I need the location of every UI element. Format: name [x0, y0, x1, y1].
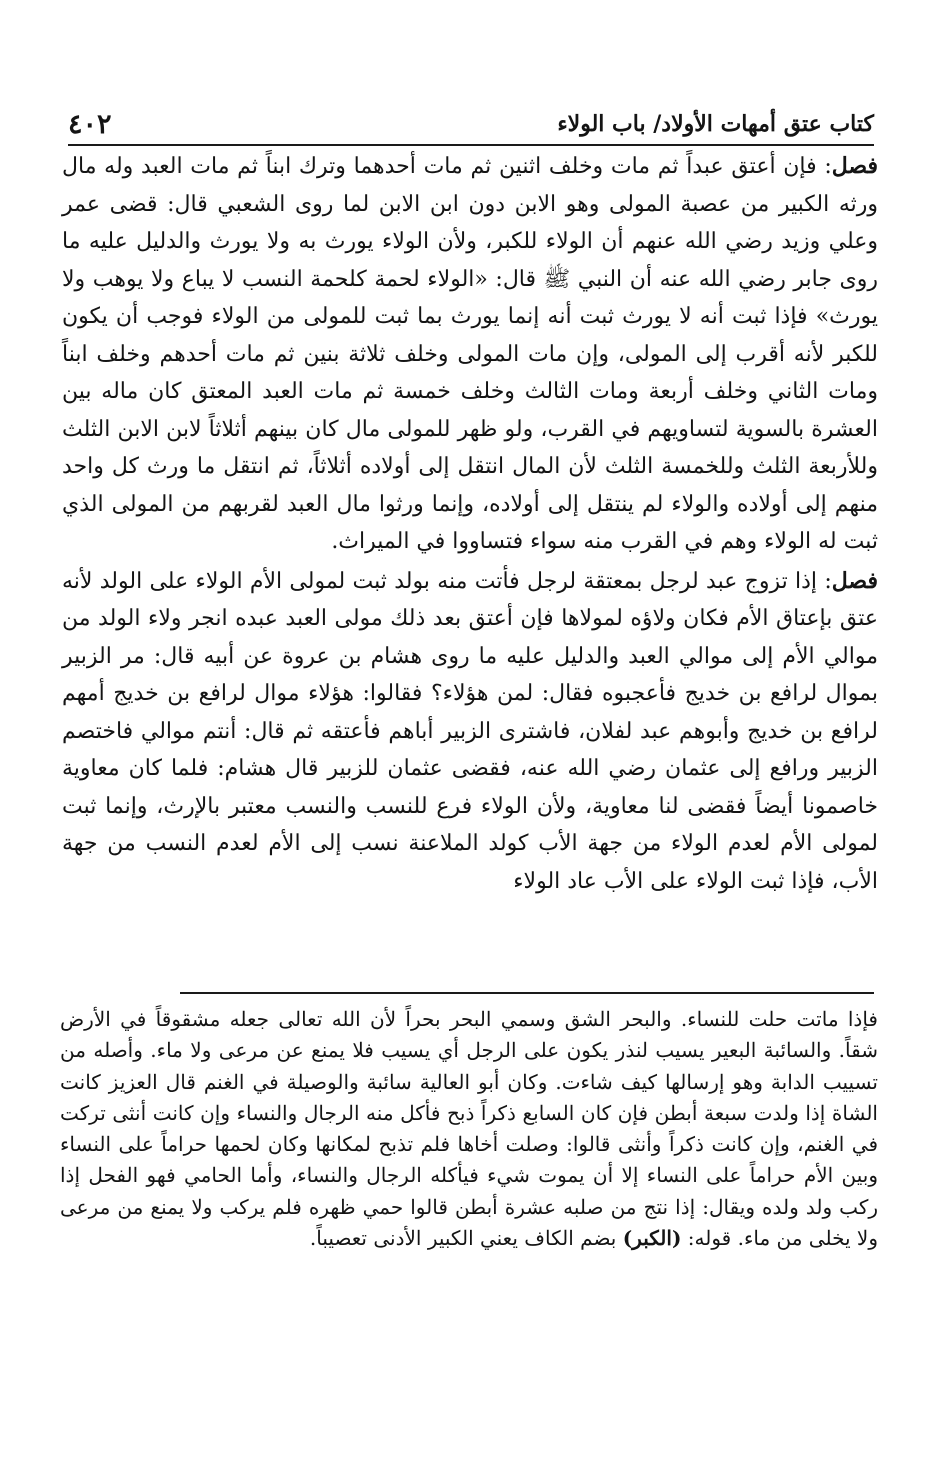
paragraph [62, 148, 878, 561]
paragraph-text: : إذا تزوج عبد لرجل بمعتقة لرجل فأتت منه بولد ثبت لمولى الأم الولاء على الولد لأنه عتق بإعتاق الأم فكان ولاؤه لمولاها فإن أعتق بعد ذلك مولى العبد عبده انجر ولاء الولد من موالي الأم إلى موالي العبد والدليل عليه ما روى هشام بن عروة عن أبيه قال: مر الزبير بموال لرافع بن خديج فأعجبوه فقال: لمن هؤلاء؟ فقالوا: هؤلاء موال لرافع بن خديج أمهم لرافع بن خديج وأبوهم عبد لفلان، فاشترى الزبير أباهم فأعتقه ثم قال: أنتم موالي فاختصم الزبير ورافع إلى عثمان رضي الله عنه، فقضى عثمان للزبير قال هشام: فلما كان معاوية خاصمونا أيضاً فقضى لنا معاوية، ولأن الولاء فرع للنسب والنسب معتبر بالإرث، وإنما ثبت لمولى الأم لعدم الولاء من جهة الأب كولد الملاعنة نسب إلى الأم لعدم النسب من جهة الأب، فإذا ثبت الولاء على الأب عاد الولاء [62, 568, 878, 894]
page-number: ٤٠٢ [68, 108, 112, 140]
footnote [60, 1004, 878, 1254]
paragraph [62, 563, 878, 901]
running-title: كتاب عتق أمهات الأولاد/ باب الولاء [557, 111, 874, 137]
footnote-text-end: بضم الكاف يعني الكبير الأدنى تعصيباً. [309, 1226, 623, 1251]
footnote-paragraph [60, 1004, 878, 1254]
section-label: فصل [831, 567, 878, 594]
main-text [62, 148, 878, 902]
section-label: فصل [831, 153, 878, 179]
paragraph-text: : فإن أعتق عبداً ثم مات وخلف اثنين ثم مات أحدهما وترك ابناً ثم مات العبد وله مال ورثه الكبير من عصبة المولى وهو الابن دون ابن الابن لما روى الشعبي قال: قضى عمر وعلي وزيد رضي الله عنهم أن الولاء للكبر، ولأن الولاء يورث به ولا يورث والدليل عليه ما روى جابر رضي الله عنه أن النبي ﷺ قال: «الولاء لحمة كلحمة النسب لا يباع ولا يوهب ولا يورث» فإذا ثبت أنه لا يورث ثبت أنه إنما يورث بما ثبت للمولى من الولاء فوجب أن يكون للكبر لأنه أقرب إلى المولى، وإن مات المولى وخلف ثلاثة بنين ثم مات أحدهم وخلف ابناً ومات الثاني وخلف أربعة ومات الثالث وخلف خمسة ثم مات العبد المعتق كان ماله بين العشرة بالسوية لتساويهم في القرب، ولو ظهر للمولى مال كان بينهم أثلاثاً لابن الابن الثلث وللأربعة الثلث وللخمسة الثلث لأن المال انتقل إلى أولاده أثلاثاً، ثم انتقل ما ورث كل واحد منهم إلى أولاده والولاء لم ينتقل إلى أولاده، وإنما ورثوا مال العبد لقربهم من المولى الذي ثبت له الولاء وهم في القرب منه سواء فتساووا في الميراث. [62, 154, 878, 554]
footnote-text: فإذا ماتت حلت للنساء. والبحر الشق وسمي البحر بحراً لأن الله تعالى جعله مشقوقاً في الأرض شقاً. والسائبة البعير يسيب لنذر يكون على الرجل أي يسيب فلا يمنع عن مرعى ولا ماء. وأصله من تسييب الدابة وهو إرسالها كيف شاءت. وكان أبو العالية سائبة والوصيلة في الغنم قال العزيز كانت الشاة إذا ولدت سبعة أبطن فإن كان السابع ذكراً ذبح فأكل منه الرجال والنساء وإن كانت أنثى تركت في الغنم، وإن كانت ذكراً وأنثى قالوا: وصلت أخاها فلم تذبح لمكانها وكان لحمها حراماً على النساء وبين الأم حراماً على النساء إلا أن يموت شيء فيأكله الرجال والنساء، وأما الحامي فهو الفحل إذا ركب ولد ولده ويقال: إذا نتج من صلبه عشرة أبطن قالوا حمي ظهره فلم يركب ولا يمنع من مرعى ولا يخلى من ماء. قوله: [60, 1007, 878, 1251]
footnote-keyword: (الكبر) [622, 1226, 682, 1251]
page-header [68, 104, 874, 146]
footnote-separator [180, 992, 874, 994]
